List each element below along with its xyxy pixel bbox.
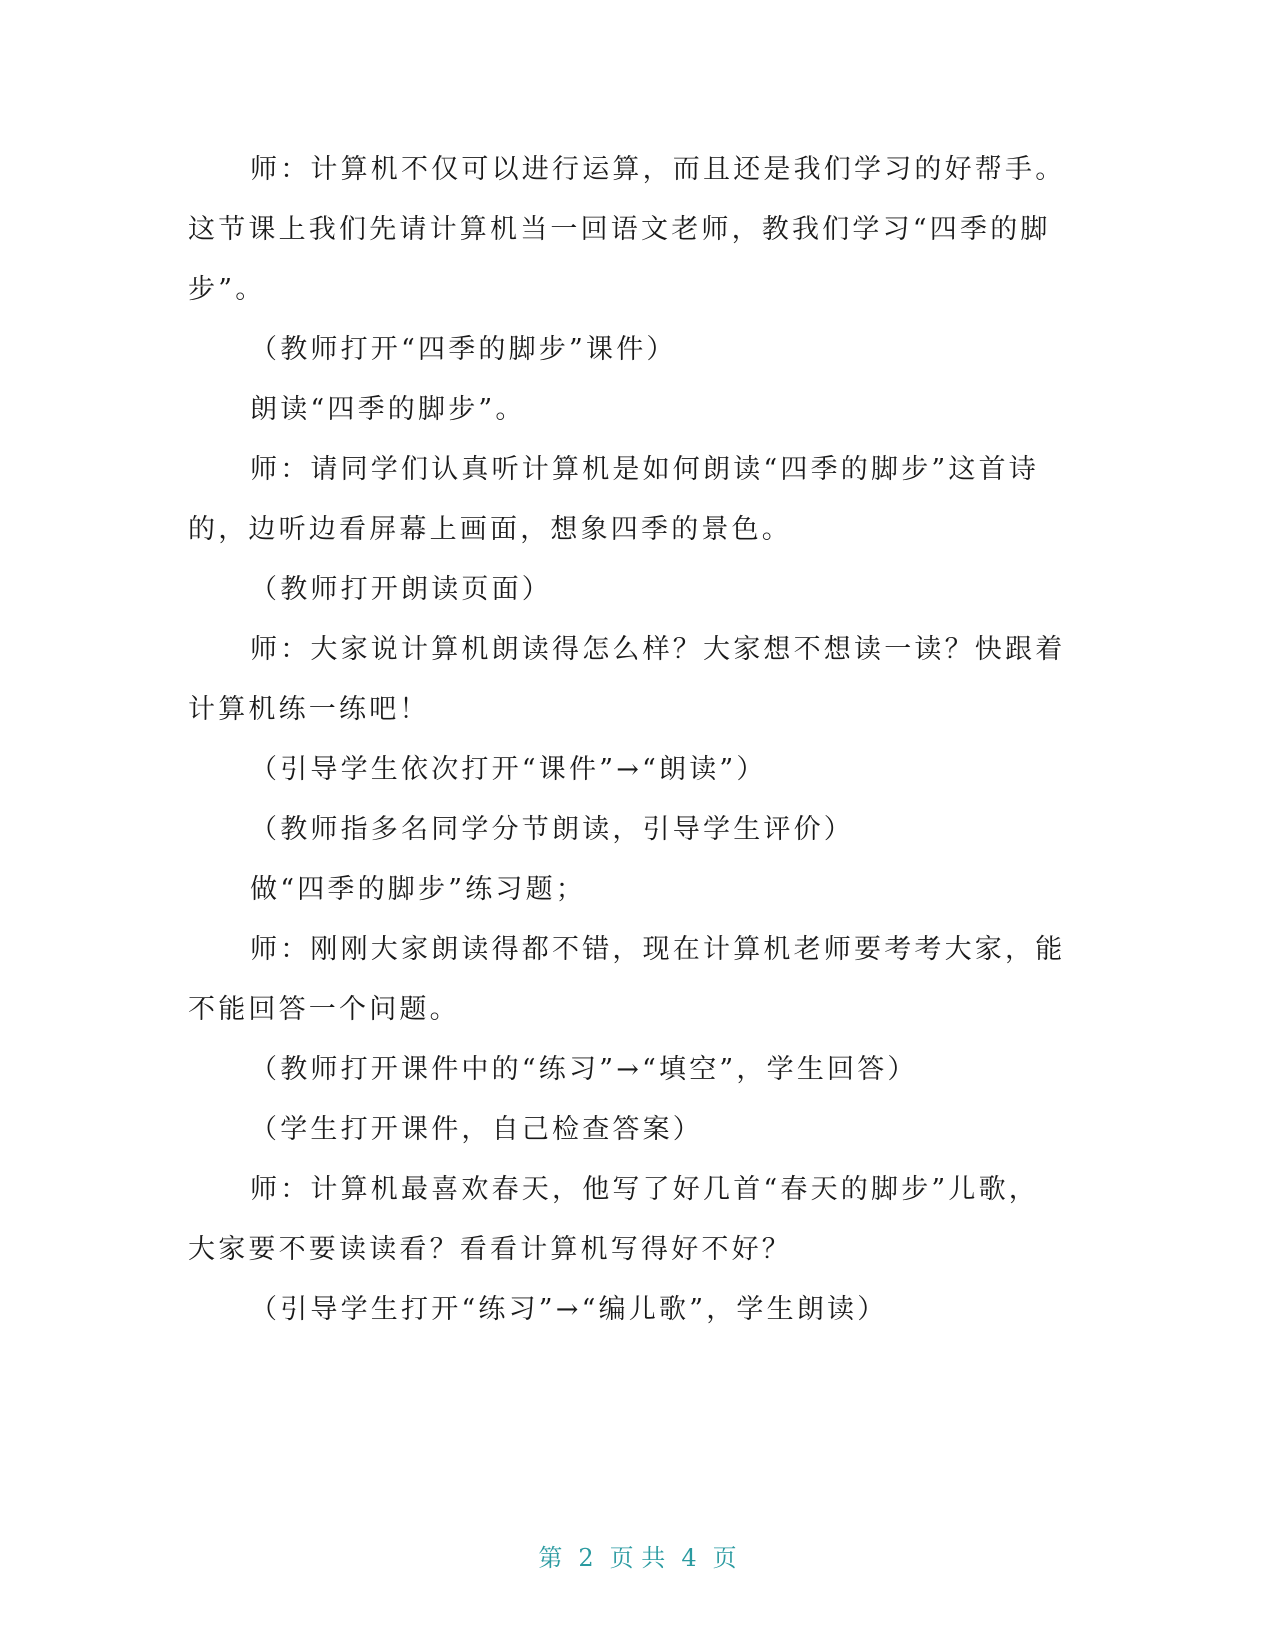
paragraph: 师：计算机最喜欢春天，他写了好几首“春天的脚步”儿歌，大家要不要读读看？看看计算机写得好不好？: [188, 1174, 1040, 1265]
paragraph: 师：请同学们认真听计算机是如何朗读“四季的脚步”这首诗的，边听边看屏幕上画面，想象四季的景色。: [188, 454, 1040, 545]
paragraph: （学生打开课件，自己检查答案）: [250, 1114, 703, 1145]
paragraph: （教师指多名同学分节朗读，引导学生评价）: [250, 814, 854, 845]
footer-current-page: 2: [578, 1544, 594, 1572]
paragraph: （引导学生打开“练习”→“编儿歌”，学生朗读）: [250, 1294, 888, 1325]
paragraph: 朗读“四季的脚步”。: [250, 394, 526, 425]
footer-prefix: 第: [538, 1544, 563, 1572]
paragraph: 师：计算机不仅可以进行运算，而且还是我们学习的好帮手。这节课上我们先请计算机当一回语文老师，教我们学习“四季的脚步”。: [188, 154, 1066, 305]
paragraph: 做“四季的脚步”练习题；: [250, 874, 587, 905]
footer-middle: 页 共: [609, 1544, 666, 1572]
paragraph: 师：大家说计算机朗读得怎么样？大家想不想读一读？快跟着计算机练一练吧！: [188, 634, 1066, 725]
paragraph: （教师打开“四季的脚步”课件）: [250, 334, 677, 365]
paragraph: （引导学生依次打开“课件”→“朗读”）: [250, 754, 767, 785]
paragraph: 师：刚刚大家朗读得都不错，现在计算机老师要考考大家，能不能回答一个问题。: [188, 934, 1066, 1025]
page-footer: [0, 1538, 1275, 1573]
paragraph: （教师打开课件中的“练习”→“填空”，学生回答）: [250, 1054, 918, 1085]
footer-suffix: 页: [712, 1544, 737, 1572]
footer-total-pages: 4: [681, 1544, 697, 1572]
paragraph: （教师打开朗读页面）: [250, 574, 552, 605]
document-body: [188, 140, 1068, 1340]
